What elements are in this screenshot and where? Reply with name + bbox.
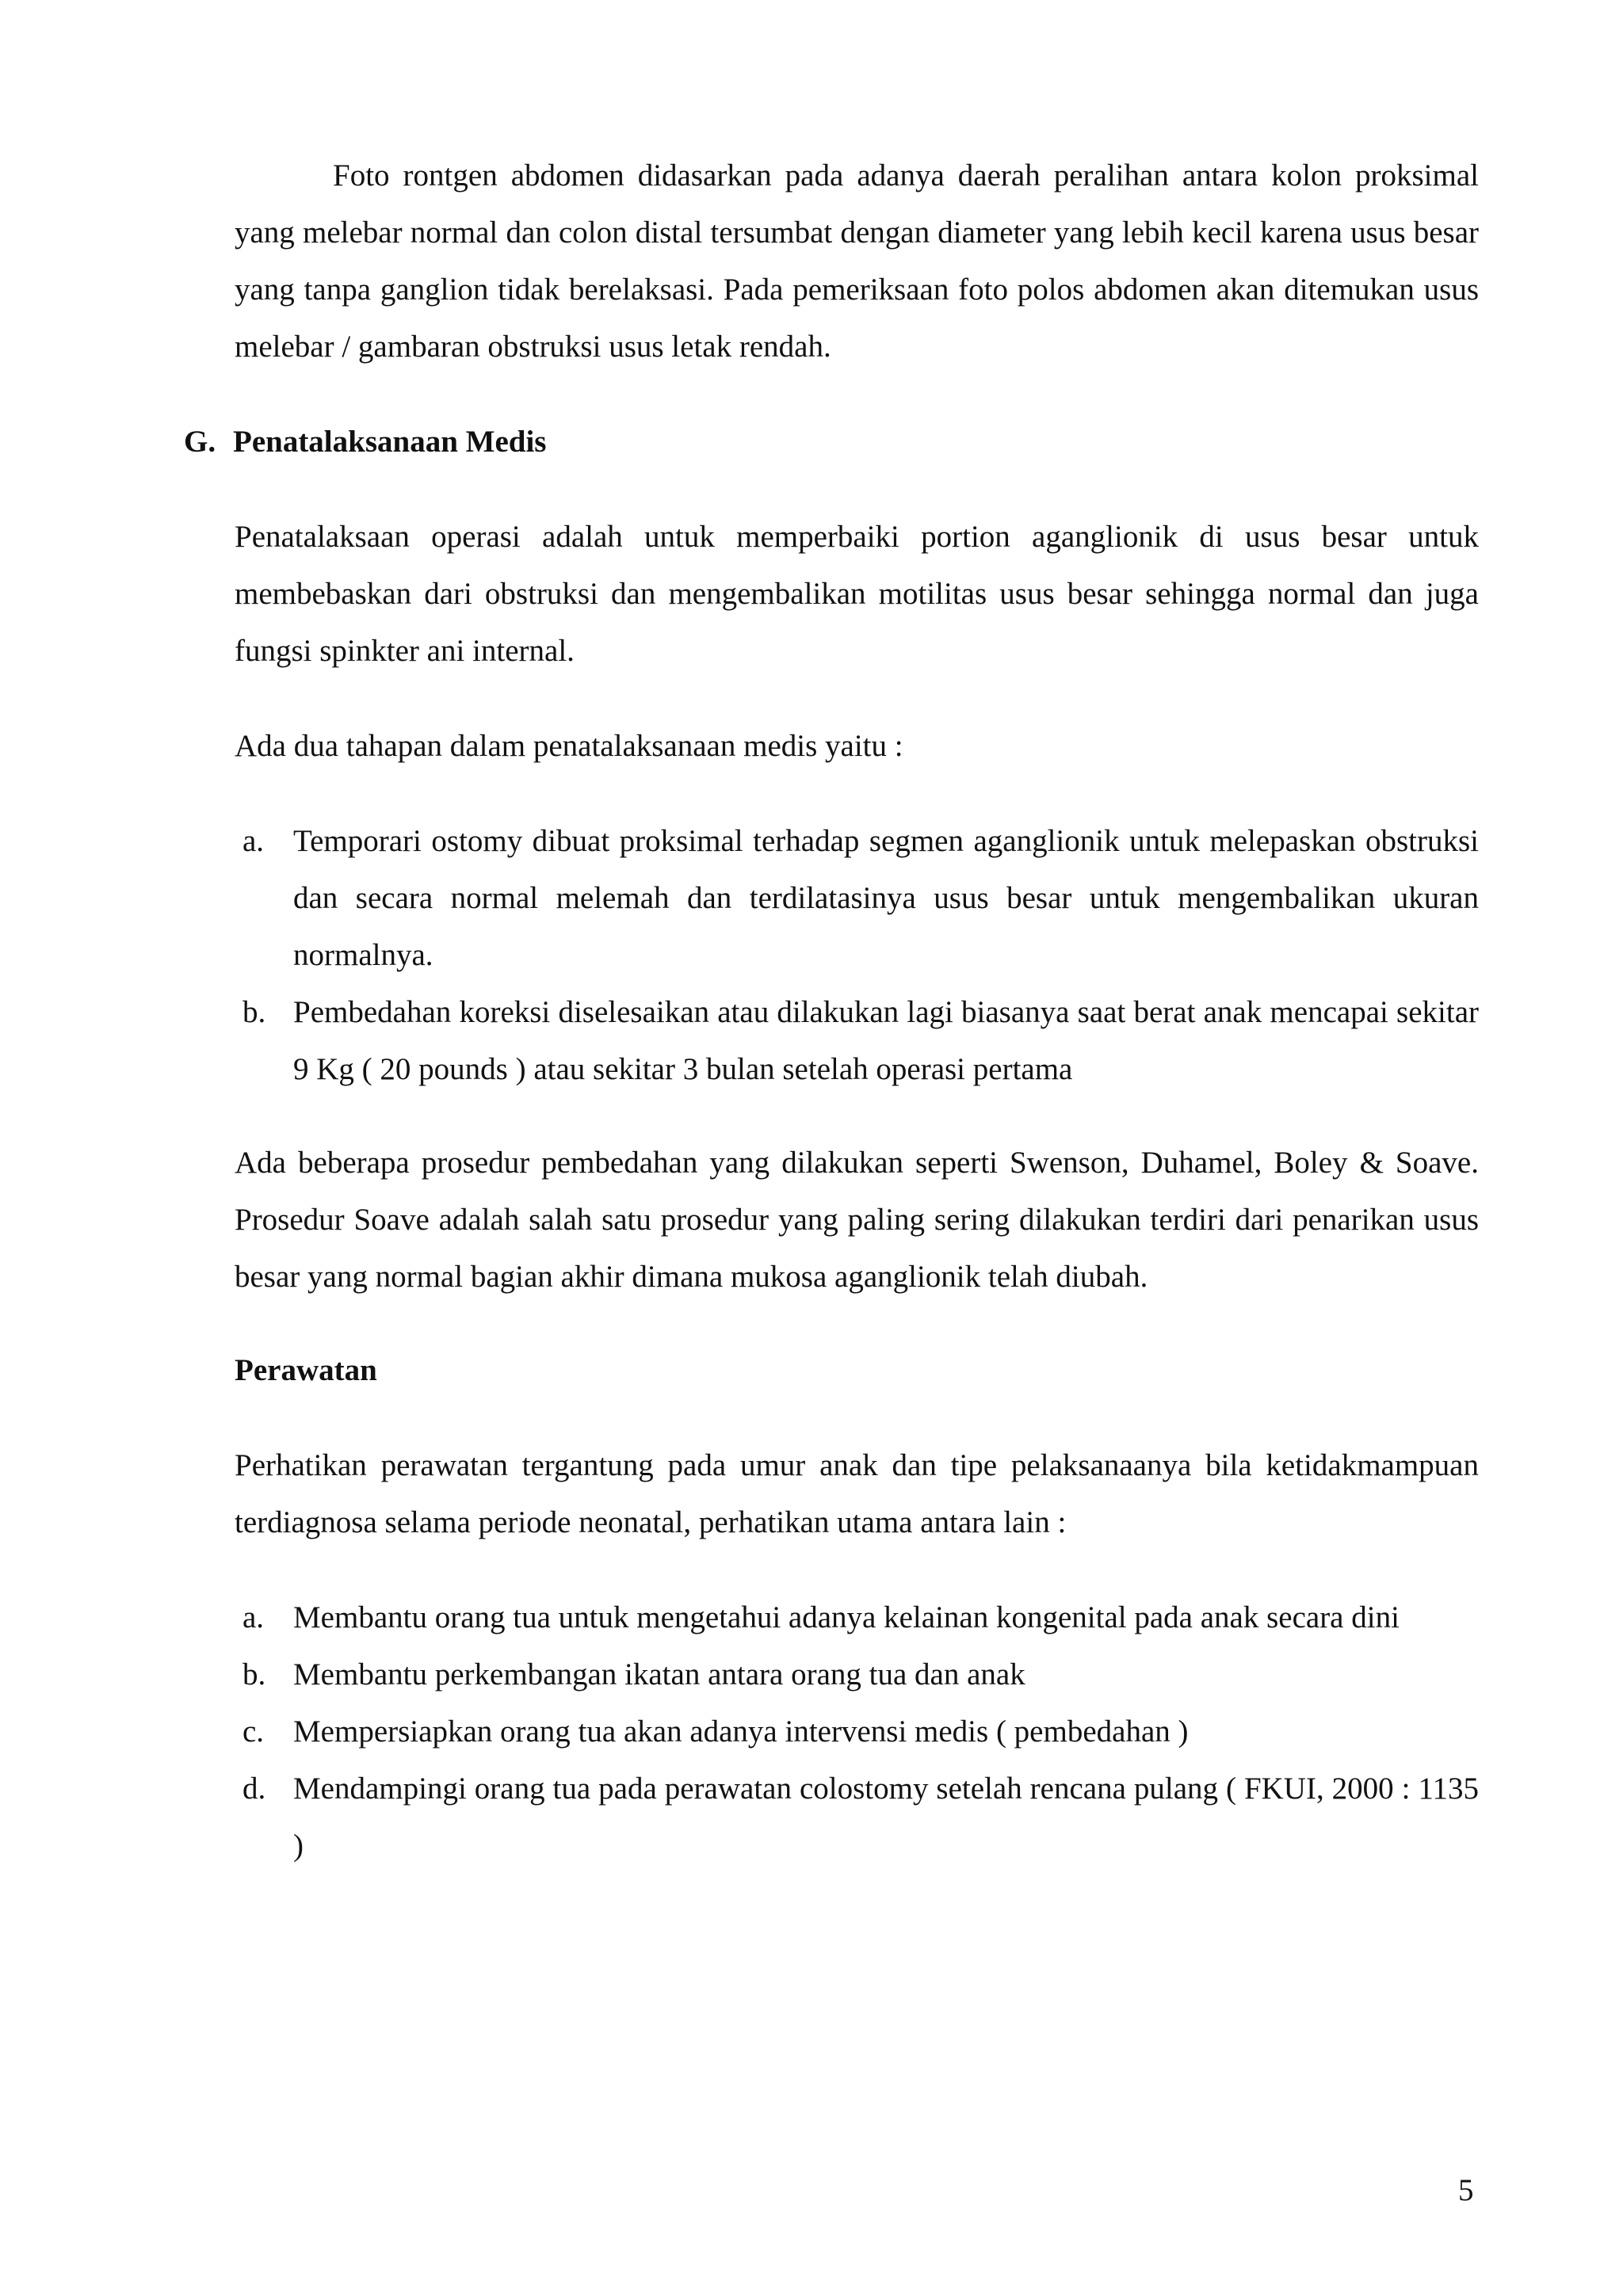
list-item-text: Mempersiapkan orang tua akan adanya intervensi medis ( pembedahan ) xyxy=(293,1714,1189,1749)
intro-paragraph: Foto rontgen abdomen didasarkan pada adanya daerah peralihan antara kolon proksimal yang melebar normal dan colon distal tersumbat dengan diameter yang lebih kecil karena usus besar yang tanpa ganglion tidak berelaksasi. Pada pemeriksaan foto polos abdomen akan ditemukan usus melebar / gambaran obstruksi usus letak rendah. xyxy=(235,158,1479,364)
list-item-text: Membantu perkembangan ikatan antara orang tua dan anak xyxy=(293,1657,1025,1691)
section-g-paragraph-3: Ada beberapa prosedur pembedahan yang dilakukan seperti Swenson, Duhamel, Boley & Soave. Prosedur Soave adalah salah satu prosedur yang paling sering dilakukan terdiri dari penarikan usus besar yang normal bagian akhir dimana mukosa aganglionik telah diubah. xyxy=(235,1146,1479,1294)
list-marker: a. xyxy=(242,824,265,858)
section-g-paragraph-2: Ada dua tahapan dalam penatalaksanaan medis yaitu : xyxy=(235,729,903,763)
list-item-text: Temporari ostomy dibuat proksimal terhadap segmen aganglionik untuk melepaskan obstruksi dan secara normal melemah dan terdilatasinya usus besar untuk mengembalikan ukuran normalnya. xyxy=(293,824,1479,972)
list-marker: a. xyxy=(242,1600,265,1634)
list-item xyxy=(235,1589,1479,1646)
stages-list xyxy=(235,813,1479,1098)
perawatan-heading: Perawatan xyxy=(235,1353,377,1387)
list-marker: c. xyxy=(242,1714,265,1749)
list-item-text: Pembedahan koreksi diselesaikan atau dilakukan lagi biasanya saat berat anak mencapai sekitar 9 Kg ( 20 pounds ) atau sekitar 3 bulan setelah operasi pertama xyxy=(293,995,1479,1086)
section-number: G. xyxy=(184,425,216,459)
list-item xyxy=(235,1646,1479,1703)
section-title: Penatalaksanaan Medis xyxy=(233,425,547,459)
perawatan-list xyxy=(235,1589,1479,1875)
list-marker: b. xyxy=(242,1657,266,1691)
list-item xyxy=(235,984,1479,1098)
list-item-text: Membantu orang tua untuk mengetahui adanya kelainan kongenital pada anak secara dini xyxy=(293,1600,1400,1634)
list-marker: b. xyxy=(242,995,266,1029)
perawatan-paragraph: Perhatikan perawatan tergantung pada umur anak dan tipe pelaksanaanya bila ketidakmampuan terdiagnosa selama periode neonatal, perhatikan utama antara lain : xyxy=(235,1448,1479,1539)
section-g-heading xyxy=(184,414,546,471)
list-item xyxy=(235,1703,1479,1760)
list-marker: d. xyxy=(242,1772,266,1806)
list-item xyxy=(235,813,1479,984)
page-number: 5 xyxy=(1458,2173,1474,2207)
section-g-paragraph-1: Penatalaksaan operasi adalah untuk memperbaiki portion aganglionik di usus besar untuk membebaskan dari obstruksi dan mengembalikan motilitas usus besar sehingga normal dan juga fungsi spinkter ani internal. xyxy=(235,520,1479,668)
list-item xyxy=(235,1760,1479,1875)
list-item-text: Mendampingi orang tua pada perawatan colostomy setelah rencana pulang ( FKUI, 2000 : 1135 ) xyxy=(293,1772,1479,1863)
